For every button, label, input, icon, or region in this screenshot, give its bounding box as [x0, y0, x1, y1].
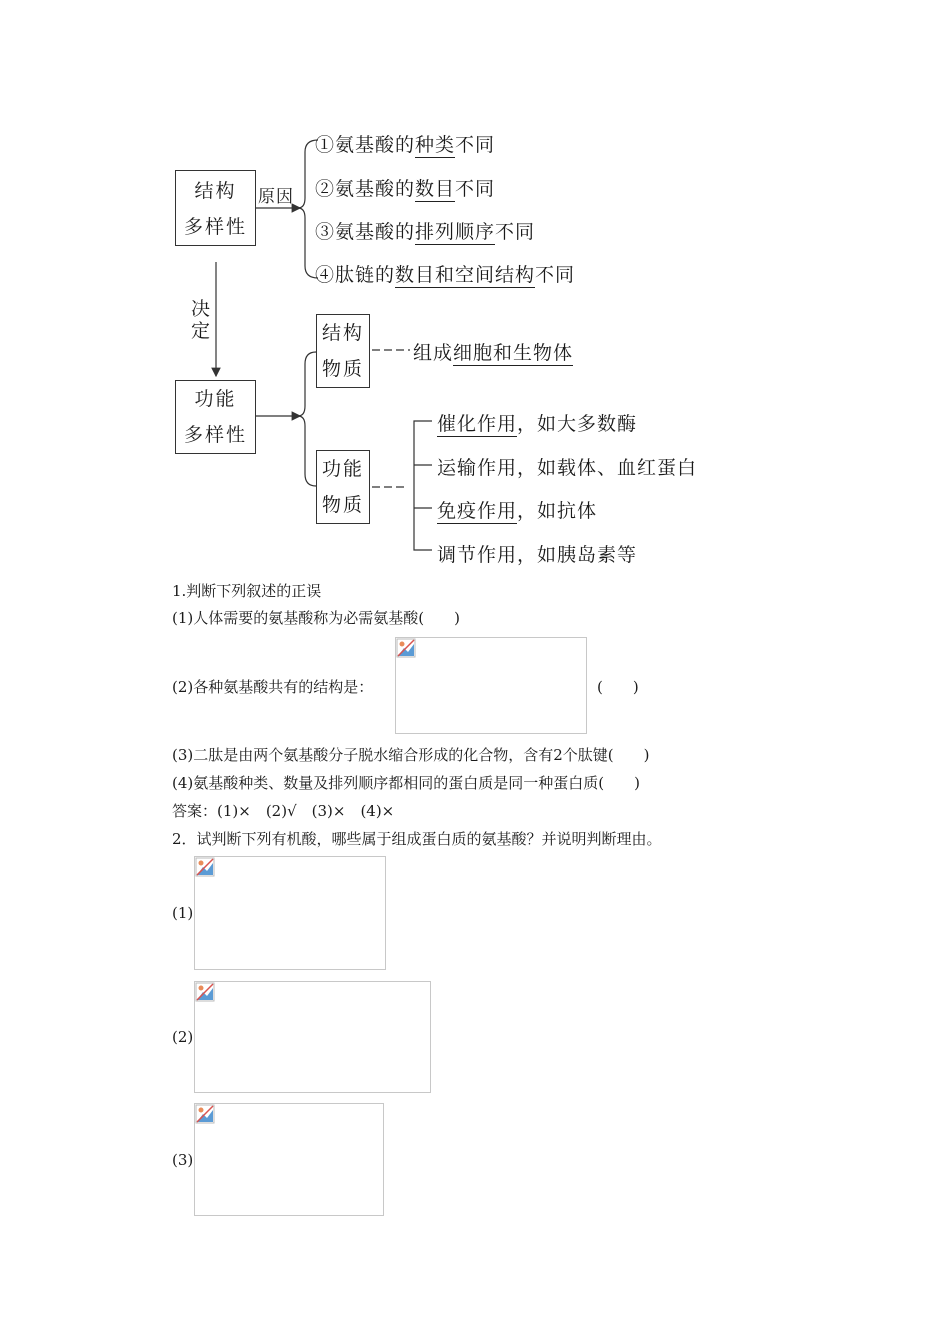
- function-key: 免疫作用: [437, 500, 518, 522]
- broken-image-icon: [195, 857, 215, 877]
- reason-2: ②氨基酸的数目不同: [315, 178, 496, 200]
- reason-key: 数目: [415, 178, 456, 200]
- q1-item-1: (1)人体需要的氨基酸称为必需氨基酸( ): [172, 609, 460, 627]
- structural-material-text: 组成细胞和生物体: [413, 342, 574, 364]
- function-1: 催化作用，如大多数酶: [437, 413, 638, 435]
- function-key: 调节作用: [437, 544, 518, 566]
- organic-acid-image-2: [194, 981, 431, 1093]
- q2-title: 2．试判断下列有机酸，哪些属于组成蛋白质的氨基酸？并说明判断理由。: [172, 830, 662, 848]
- decide-label: 决 定: [191, 298, 212, 342]
- q1-item-2-blank: ( ): [597, 678, 639, 696]
- broken-image-icon: [396, 638, 416, 658]
- broken-image-icon: [195, 1104, 215, 1124]
- box-line: 多样性: [183, 424, 247, 446]
- reason-label: 原因: [258, 187, 294, 207]
- function-2: 运输作用，如载体、血红蛋白: [437, 457, 698, 479]
- function-diversity-box: [175, 380, 256, 454]
- box-line: 多样性: [183, 216, 247, 238]
- q1-item-2: (2)各种氨基酸共有的结构是：: [172, 678, 374, 696]
- structural-material-box: [316, 314, 370, 388]
- box-line: 物质: [321, 358, 364, 380]
- box-line: 结构: [321, 322, 364, 344]
- reason-4: ④肽链的数目和空间结构不同: [315, 264, 576, 286]
- function-4: 调节作用，如胰岛素等: [437, 544, 638, 566]
- reason-1: ①氨基酸的种类不同: [315, 134, 496, 156]
- reason-key: 数目和空间结构: [395, 264, 536, 286]
- function-3: 免疫作用，如抗体: [437, 500, 598, 522]
- box-line: 功能: [321, 458, 364, 480]
- organic-acid-image-1: [194, 856, 386, 970]
- amino-acid-structure-image: [395, 637, 587, 734]
- function-key: 催化作用: [437, 413, 518, 435]
- structure-diversity-box: [175, 170, 256, 246]
- q1-item-4: (4)氨基酸种类、数量及排列顺序都相同的蛋白质是同一种蛋白质( ): [172, 774, 640, 792]
- box-line: 结构: [194, 180, 237, 202]
- organic-acid-image-3: [194, 1103, 384, 1216]
- reason-3: ③氨基酸的排列顺序不同: [315, 221, 536, 243]
- reason-key: 排列顺序: [415, 221, 496, 243]
- box-line: 功能: [194, 388, 237, 410]
- box-line: 物质: [321, 494, 364, 516]
- q1-answer: 答案：(1)× (2)√ (3)× (4)×: [172, 802, 395, 820]
- q2-label-2: (2): [172, 1028, 194, 1046]
- functional-material-box: [316, 450, 370, 524]
- q1-title: 1.判断下列叙述的正误: [172, 582, 322, 600]
- structural-material-key: 细胞和生物体: [453, 342, 574, 364]
- function-key: 运输作用: [437, 457, 518, 479]
- q1-item-3: (3)二肽是由两个氨基酸分子脱水缩合形成的化合物，含有2个肽键( ): [172, 746, 650, 764]
- broken-image-icon: [195, 982, 215, 1002]
- q2-label-3: (3): [172, 1151, 194, 1169]
- q2-label-1: (1): [172, 904, 194, 922]
- reason-key: 种类: [415, 134, 456, 156]
